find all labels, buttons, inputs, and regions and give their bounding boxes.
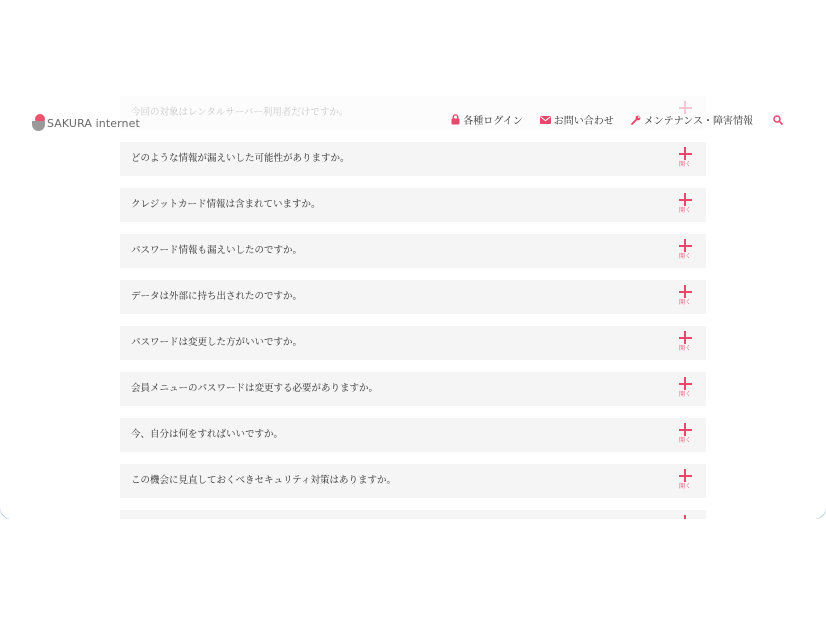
faq-question: パスワード情報も漏えいしたのですか。 [131, 245, 303, 256]
nav-maintenance-link[interactable] [631, 112, 753, 127]
nav-contact-label: お問い合わせ [553, 116, 614, 127]
plus-icon [679, 331, 692, 344]
faq-toggle-label: 開く [678, 391, 691, 398]
search-icon [773, 115, 783, 125]
faq-item[interactable] [120, 464, 706, 498]
faq-expand-toggle[interactable] [677, 147, 693, 173]
nav-contact-link[interactable] [540, 112, 614, 127]
faq-item[interactable] [120, 188, 706, 222]
faq-toggle-label: 開く [678, 253, 691, 260]
search-button[interactable] [773, 115, 786, 125]
plus-icon [679, 515, 692, 519]
faq-question: データは外部に持ち出されたのですか。 [131, 291, 303, 302]
faq-expand-toggle[interactable] [677, 331, 693, 357]
faq-expand-toggle[interactable] [677, 377, 693, 403]
faq-item[interactable] [120, 280, 706, 314]
site-header [0, 100, 826, 140]
plus-icon [679, 469, 692, 482]
site-logo[interactable] [32, 110, 140, 132]
faq-item[interactable] [120, 142, 706, 176]
faq-expand-toggle[interactable] [677, 423, 693, 449]
plus-icon [679, 239, 692, 252]
faq-question: クレジットカード情報は含まれていますか。 [131, 199, 321, 210]
faq-expand-toggle[interactable] [677, 515, 693, 519]
wrench-icon [631, 115, 641, 125]
faq-toggle-label: 開く [678, 437, 691, 444]
faq-expand-toggle[interactable] [677, 193, 693, 219]
lock-icon [451, 114, 460, 125]
faq-expand-toggle[interactable] [677, 239, 693, 265]
plus-icon [679, 377, 692, 390]
faq-toggle-label: 開く [678, 483, 691, 490]
faq-item[interactable] [120, 234, 706, 268]
faq-question: 会員メニューのパスワードは変更する必要がありますか。 [131, 383, 379, 394]
faq-toggle-label: 開く [678, 207, 691, 214]
faq-toggle-label: 開く [678, 345, 691, 352]
nav-maintenance-label: メンテナンス・障害情報 [643, 116, 753, 127]
mail-icon [540, 116, 551, 124]
nav-login-label: 各種ログイン [463, 116, 523, 127]
faq-expand-toggle[interactable] [677, 285, 693, 311]
plus-icon [679, 423, 692, 436]
sakura-logo-icon [32, 114, 46, 132]
header-nav [434, 112, 786, 127]
faq-question: パスワードは変更した方がいいですか。 [131, 337, 303, 348]
faq-question: 今回の対象はレンタルサーバー利用者だけですか。 [131, 107, 349, 118]
brand-name: SAKURA internet [47, 117, 140, 130]
faq-item[interactable] [120, 326, 706, 360]
faq-toggle-label: 開く [678, 161, 691, 168]
plus-icon [679, 285, 692, 298]
faq-question: どのような情報が漏えいした可能性がありますか。 [131, 153, 350, 164]
faq-question: この機会に見直しておくべきセキュリティ対策はありますか。 [131, 475, 397, 486]
plus-icon [679, 147, 692, 160]
faq-toggle-label: 開く [678, 299, 691, 306]
faq-question: 今、自分は何をすればいいですか。 [131, 429, 284, 440]
plus-icon [679, 193, 692, 206]
nav-login-link[interactable] [451, 112, 523, 127]
faq-expand-toggle[interactable] [677, 469, 693, 495]
faq-item[interactable] [120, 418, 706, 452]
faq-item[interactable] [120, 372, 706, 406]
faq-item[interactable] [120, 510, 706, 519]
